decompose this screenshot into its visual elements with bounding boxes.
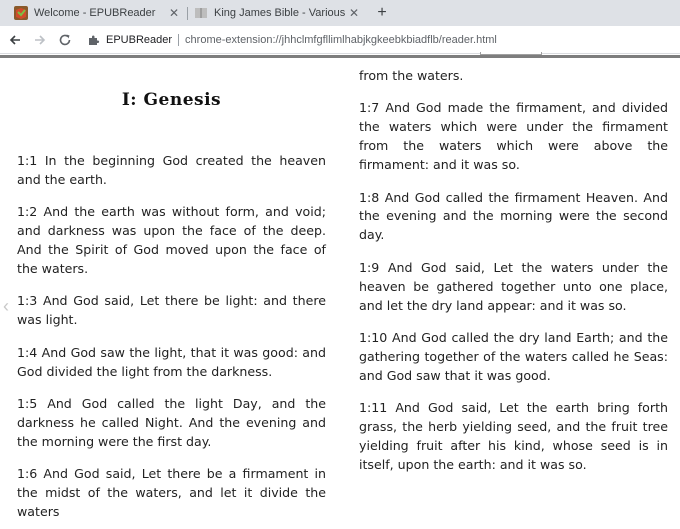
verse-paragraph: 1:7 And God made the firmament, and divided the waters which were under the firmament from the waters which were above the firmament: and it was so. — [359, 100, 668, 173]
address-bar[interactable] — [82, 29, 678, 51]
left-page-column — [17, 58, 326, 529]
verse-paragraph: 1:6 And God said, Let there be a firmament in the midst of the waters, and let it divide the waters — [17, 466, 326, 519]
verse-paragraph: 1:3 And God said, Let there be light: and there was light. — [17, 293, 326, 328]
epubreader-favicon — [14, 6, 28, 20]
chapter-title: I: Genesis — [121, 90, 222, 110]
verse-paragraph: 1:8 And God called the firmament Heaven. And the evening and the morning were the second day. — [359, 189, 668, 243]
url-text[interactable]: chrome-extension://jhhclmfgfllimlhabjkgkeebkbiadflb/reader.html — [185, 34, 497, 46]
close-icon[interactable]: ✕ — [168, 6, 180, 20]
tab-king-james-bible[interactable] — [188, 0, 368, 26]
extension-name: EPUBReader — [106, 34, 173, 46]
verse-paragraph: 1:4 And God saw the light, that it was good: and God divided the light from the darkness. — [17, 344, 326, 379]
reader-menu-handle[interactable] — [480, 52, 542, 55]
right-page-column — [359, 58, 668, 488]
verse-paragraph: 1:2 And the earth was without form, and void; and darkness was upon the face of the deep. And the Spirit of God moved upon the face of the waters. — [17, 204, 326, 276]
tab-title: King James Bible - Various — [214, 7, 346, 19]
previous-page-chevron-icon[interactable]: ‹ — [3, 295, 9, 316]
verse-paragraph: 1:11 And God said, Let the earth bring forth grass, the herb yielding seed, and the fruit tree yielding fruit after his kind, whose seed is in itself, upon the earth: and it was so. — [359, 400, 668, 472]
verse-paragraph: 1:1 In the beginning God created the heaven and the earth. — [17, 152, 326, 187]
verse-paragraph: 1:10 And God called the dry land Earth; and the gathering together of the waters called he Seas: and God saw that it was good. — [359, 329, 668, 383]
puzzle-piece-icon — [88, 34, 100, 46]
verse-paragraph: 1:5 And God called the light Day, and the darkness he called Night. And the evening and the morning were the first day. — [17, 395, 326, 449]
back-arrow-icon[interactable] — [5, 30, 25, 50]
reload-icon[interactable] — [55, 30, 75, 50]
browser-toolbar — [0, 26, 680, 54]
verse-paragraph: 1:9 And God said, Let the waters under the heaven be gathered together unto one place, and let the dry land appear: and it was so. — [359, 259, 668, 313]
new-tab-button[interactable]: + — [377, 4, 387, 21]
close-icon[interactable]: ✕ — [348, 6, 360, 20]
tab-title: Welcome - EPUBReader — [34, 7, 156, 19]
verse-continuation: from the waters. — [359, 68, 464, 83]
omnibox-divider — [178, 34, 179, 46]
tab-strip — [0, 0, 680, 26]
book-icon — [194, 6, 208, 20]
epub-reader-page — [0, 58, 680, 529]
tab-welcome[interactable] — [8, 0, 188, 26]
forward-arrow-icon[interactable] — [30, 30, 50, 50]
